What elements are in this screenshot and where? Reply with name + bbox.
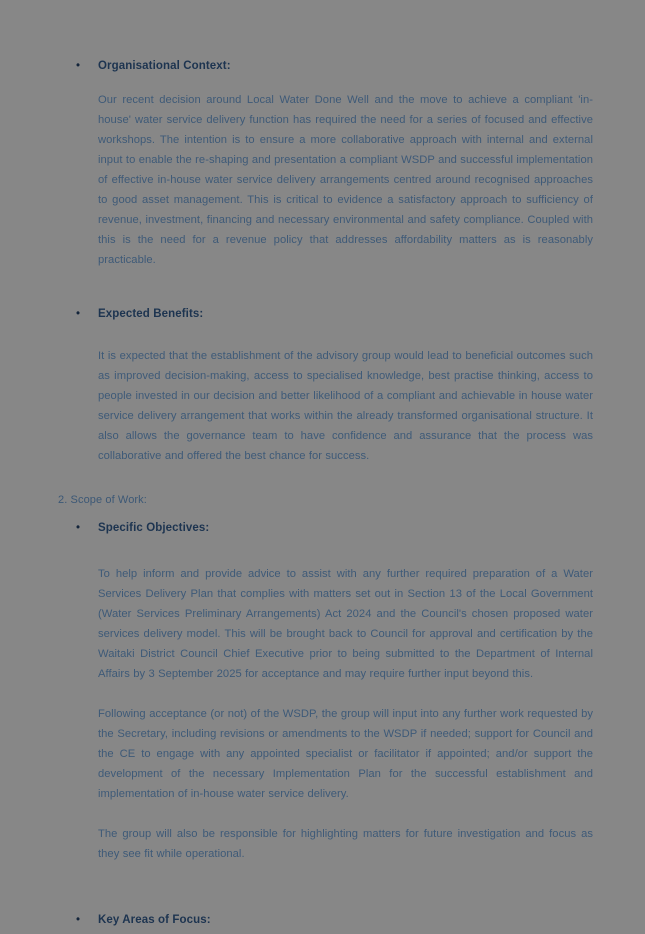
bullet-item-expected-benefits [0,304,645,324]
spacer [0,76,645,90]
paragraph-expected-benefits: It is expected that the establishment of the advisory group would lead to beneficial outcomes such as improved decision-making, access to specialised knowledge, best practise thinking, access to people invested in our decision and better likelihood of a compliant and achievable in house water service delivery arrangement that works within the already transformed organisational structure. It also allows the governance team to have confidence and assurance that the process was collaborative and offered the best chance for success. [98,350,593,462]
spacer [0,538,645,564]
bullet-item-key-areas-of-focus [0,910,645,930]
spacer [0,270,645,304]
spacer [0,466,645,490]
bullet-point-icon: • [76,522,81,534]
bullet-point-icon: • [76,308,81,320]
paragraph-specific-objectives-1: To help inform and provide advice to assist with any further required preparation of a Water Services Delivery Plan that complies with matters set out in Section 13 of the Local Government (Water Services Preliminary Arrangements) Act 2024 and the Council's chosen proposed water services delivery model. This will be brought back to Council for approval and certification by the Waitaki District Council Chief Executive prior to being submitted to the Department of Internal Affairs by 3 September 2025 for acceptance and may require further input beyond this. [98,568,593,680]
heading-key-areas-of-focus: Key Areas of Focus: [98,914,211,926]
bullet-item-specific-objectives [0,518,645,538]
paragraph-organisational-context: Our recent decision around Local Water Done Well and the move to achieve a compliant 'in-house' water service delivery function has required the need for a series of focused and effective workshops. The intention is to ensure a more collaborative approach with internal and external input to enable the re-shaping and presentation a compliant WSDP and successful implementation of effective in-house water service delivery arrangements centred around recognised approaches to good asset management. This is critical to evidence a satisfactory approach to sufficiency of revenue, investment, financing and necessary environmental and safety compliance. Coupled with this is the need for a revenue policy that addresses affordability matters as is reasonably practicable. [98,94,593,266]
heading-scope-of-work: 2. Scope of Work: [58,494,147,506]
heading-organisational-context: Organisational Context: [98,60,231,72]
bullet-point-icon: • [76,914,81,926]
heading-expected-benefits: Expected Benefits: [98,308,204,320]
spacer [0,804,645,824]
bullet-item-organisational-context [0,56,645,76]
spacer [0,864,645,910]
top-spacer [0,0,645,56]
spacer [0,324,645,346]
paragraph-specific-objectives-3: The group will also be responsible for highlighting matters for future investigation and focus as they see fit while operational. [98,828,593,860]
heading-specific-objectives: Specific Objectives: [98,522,210,534]
bullet-point-icon: • [76,60,81,72]
spacer [0,510,645,518]
paragraph-specific-objectives-2: Following acceptance (or not) of the WSDP, the group will input into any further work requested by the Secretary, including revisions or amendments to the WSDP if needed; support for Council and the CE to engage with any appointed specialist or facilitator if appointed; and/or support the development of the necessary Implementation Plan for the successful establishment and implementation of in-house water service delivery. [98,708,593,800]
spacer [0,684,645,704]
